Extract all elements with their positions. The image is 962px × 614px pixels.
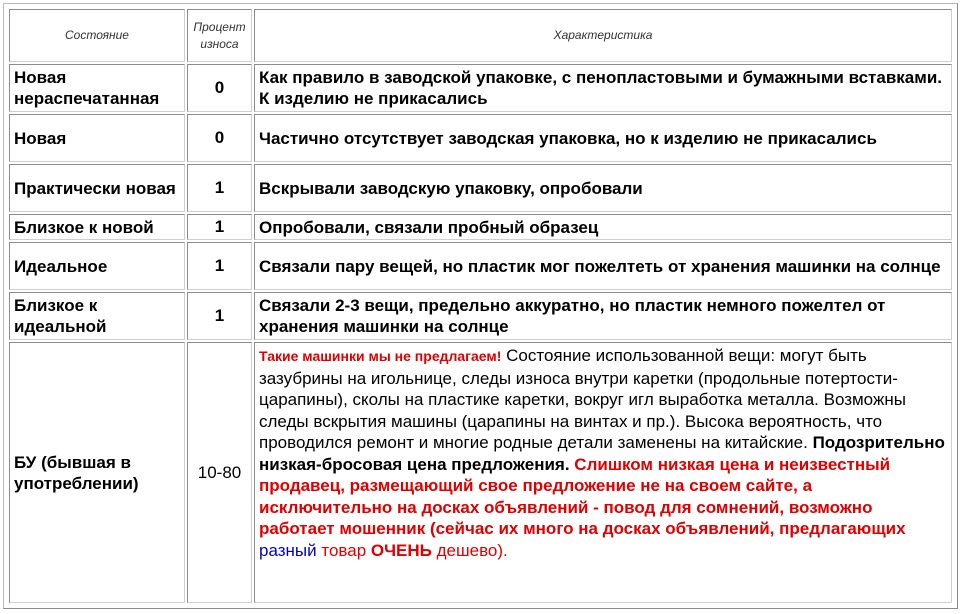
red-bold-text-2: ОЧЕНЬ (370, 540, 432, 560)
wear-cell: 1 (187, 242, 252, 290)
table-row (9, 114, 952, 162)
bold-text: Подозрительно низкая-бросовая цена предложения. (259, 433, 945, 474)
table-row (9, 242, 952, 290)
description-cell: Связали 2-3 вещи, предельно аккуратно, но пластик немного пожелтел от хранения машинки на солнце (254, 292, 952, 340)
blue-text: разный (259, 540, 317, 560)
wear-cell: 1 (187, 164, 252, 212)
description-cell: Частично отсутствует заводская упаковка, но к изделию не прикасались (254, 114, 952, 162)
wear-cell-used: 10-80 (187, 342, 252, 603)
header-state: Состояние (9, 9, 185, 62)
header-characteristic: Характеристика (254, 9, 952, 62)
table-row (9, 164, 952, 212)
wear-cell: 1 (187, 292, 252, 340)
header-wear-line1: Процент (193, 19, 246, 34)
header-row (9, 9, 952, 62)
table-row (9, 64, 952, 112)
description-cell: Как правило в заводской упаковке, с пенопластовыми и бумажными вставками. К изделию не прикасались (254, 64, 952, 112)
wear-cell: 0 (187, 114, 252, 162)
state-cell: Близкое к идеальной (9, 292, 185, 340)
table-row (9, 214, 952, 240)
normal-text: Состояние использованной вещи: могут быть зазубрины на игольнице, следы износа внутри каретки (продольные потертости-царапины), сколы на пластике каретки, вокруг игл выработка металла. Возможны следы вскрытия машины (царапины на винтах и пр.). Высока вероятность, что проводился ремонт и многие родные детали заменены на китайские. (259, 346, 906, 452)
state-cell: Идеальное (9, 242, 185, 290)
description-cell: Вскрывали заводскую упаковку, опробовали (254, 164, 952, 212)
description-cell: Опробовали, связали пробный образец (254, 214, 952, 240)
red-text-1: товар (316, 540, 371, 560)
wear-cell: 0 (187, 64, 252, 112)
state-cell: Новая нераспечатанная (9, 64, 185, 112)
table-row-used (9, 342, 952, 603)
state-cell: Близкое к новой (9, 214, 185, 240)
warning-text: Такие машинки мы не предлагаем! (259, 348, 502, 364)
description-cell-used (254, 342, 952, 603)
condition-table (7, 7, 954, 605)
red-bold-text: Слишком низкая цена и неизвестный продавец, размещающий свое предложение не на своем сайте, а исключительно на досках объявлений - повод для сомнений, возможно работает мошенник (сейчас их много на досках объявлений, предлагающих (259, 454, 906, 538)
description-cell: Связали пару вещей, но пластик мог пожелтеть от хранения машинки на солнце (254, 242, 952, 290)
header-wear-line2: износа (200, 36, 239, 51)
table-row (9, 292, 952, 340)
state-cell: Новая (9, 114, 185, 162)
state-cell: Практически новая (9, 164, 185, 212)
red-text-2: дешево). (431, 540, 508, 560)
wear-cell: 1 (187, 214, 252, 240)
condition-table-frame (3, 3, 958, 609)
header-wear (187, 9, 252, 62)
state-cell-used: БУ (бывшая в употреблении) (9, 342, 185, 603)
